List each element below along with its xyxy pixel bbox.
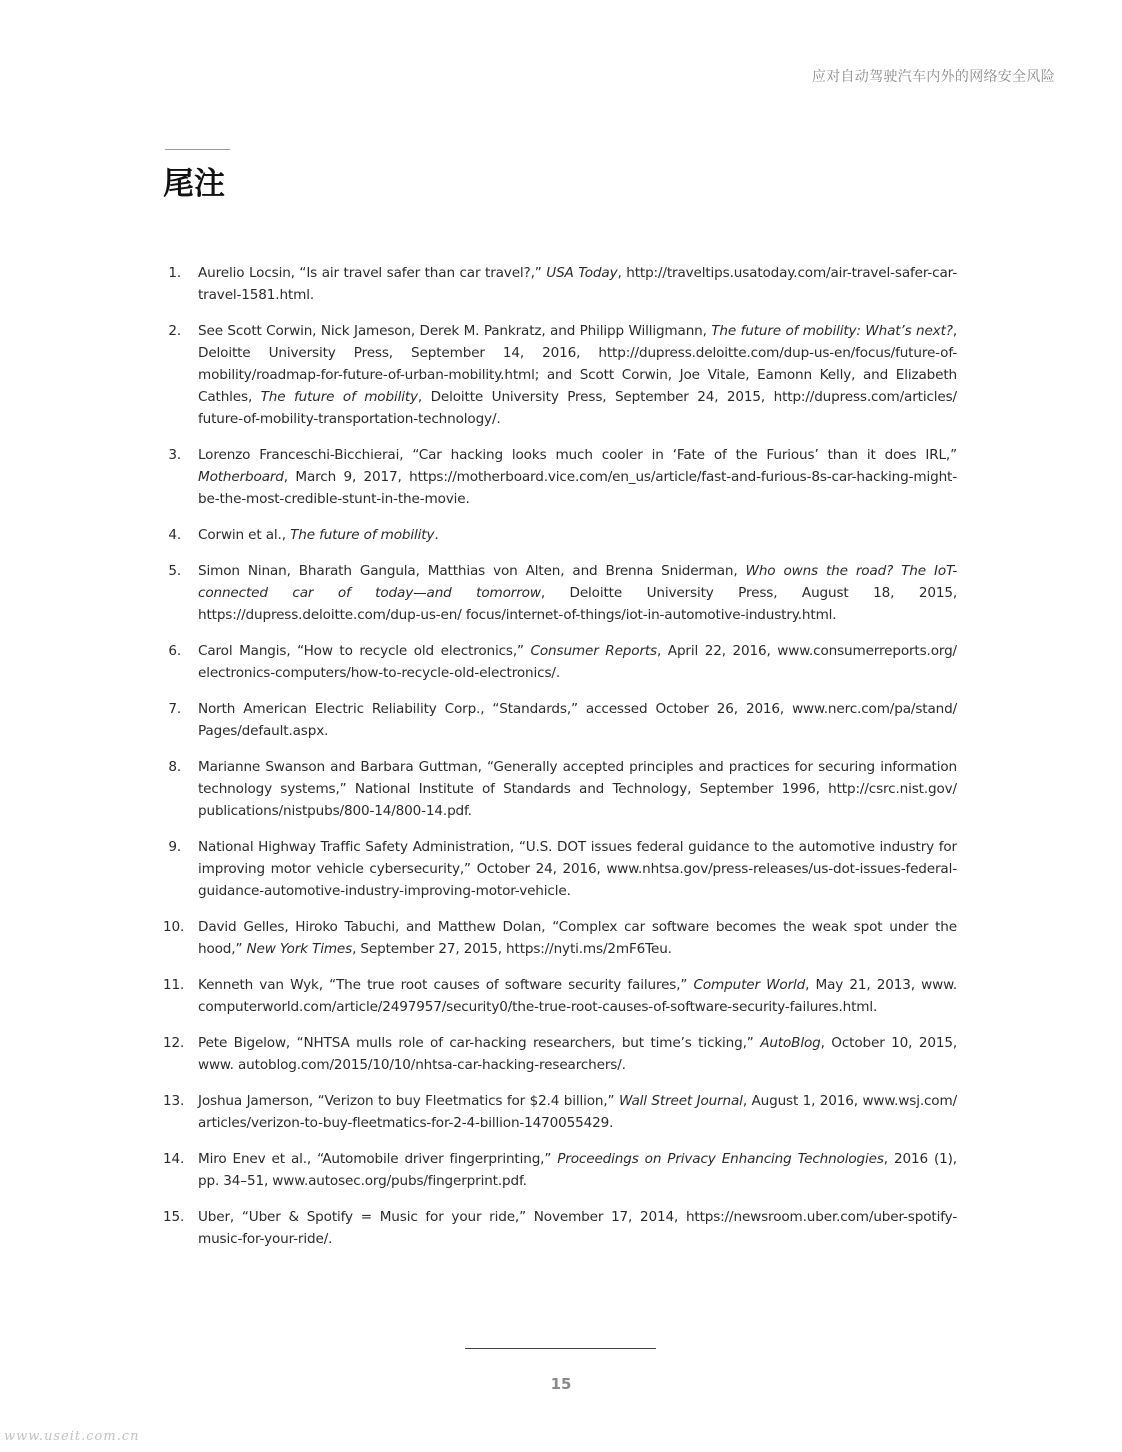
endnote-text-run: , September 27, 2015, https://nyti.ms/2mF6Teu. [352,941,672,957]
endnote-text [198,563,957,623]
endnote-text [198,1151,957,1189]
endnote-text-run: See Scott Corwin, Nick Jameson, Derek M. Pankratz, and Philipp Willigmann, [198,323,712,339]
endnote-number: 3. [168,447,181,463]
endnote-italic-title: Proceedings on Privacy Enhancing Technologies [557,1151,884,1167]
endnote-text-run: , August 1, 2016, www.wsj.com/ articles/verizon-to-buy-fleetmatics-for-2-4-billion-1470055429. [198,1093,958,1131]
endnote-text-run: Kenneth van Wyk, “The true root causes of software security failures,” [198,977,694,993]
endnote-italic-title: Wall Street Journal [618,1093,743,1109]
endnote-item [163,698,957,742]
endnote-text-run: , May 21, 2013, www. computerworld.com/article/2497957/security0/the-true-root-causes-of-software-security-failures.html. [198,977,957,1015]
endnote-text [198,323,957,427]
endnote-text [198,1209,957,1247]
endnote-italic-title: Motherboard [198,469,284,485]
endnote-text [198,839,957,899]
endnote-number: 5. [168,563,181,579]
endnote-text-run: National Highway Traffic Safety Administration, “U.S. DOT issues federal guidance to the automotive industry for improving motor vehicle cybersecurity,” October 24, 2016, www.nhtsa.gov/press-releases/us-dot-issues-federal-guidance-automotive-industry-improving-motor-vehicle. [198,839,957,899]
endnote-text-run: Simon Ninan, Bharath Gangula, Matthias von Alten, and Brenna Sniderman, [198,563,746,579]
endnote-italic-title: The future of mobility [260,389,418,405]
endnote-item [163,756,957,822]
endnote-text-run: , October 10, 2015, www. autoblog.com/2015/10/10/nhtsa-car-hacking-researchers/. [198,1035,957,1073]
endnote-text [198,643,957,681]
endnote-text-run: , April 22, 2016, www.consumerreports.org/ electronics-computers/how-to-recycle-old-electronics/. [198,643,957,681]
endnote-number: 4. [168,527,181,543]
endnote-text [198,527,439,543]
endnote-italic-title: AutoBlog [760,1035,821,1051]
endnote-number: 6. [168,643,181,659]
endnote-italic-title: Computer World [693,977,806,993]
endnote-text-run: Miro Enev et al., “Automobile driver fingerprinting,” [198,1151,558,1167]
endnote-text-run: Joshua Jamerson, “Verizon to buy Fleetmatics for $2.4 billion,” [198,1093,619,1109]
endnote-number: 12. [163,1035,185,1051]
endnote-text [198,977,957,1015]
endnote-number: 7. [168,701,181,717]
endnote-item [163,1032,957,1076]
endnote-text-run: David Gelles, Hiroko Tabuchi, and Matthew Dolan, “Complex car software becomes the weak spot under the hood,” [198,919,957,957]
endnote-number: 10. [163,919,185,935]
endnote-text [198,1035,957,1073]
endnote-italic-title: USA Today [546,265,618,281]
endnote-text-run: Pete Bigelow, “NHTSA mulls role of car-hacking researchers, but time’s ticking,” [198,1035,761,1051]
endnote-item [163,444,957,510]
endnote-text [198,701,957,739]
watermark: www.useit.com.cn [4,1429,140,1444]
endnote-item [163,524,957,546]
endnotes-list [163,262,957,1264]
endnote-text-run: , Deloitte University Press, August 18, 2015, https://dupress.deloitte.com/dup-us-en/ focus/internet-of-things/iot-in-automotive-industry.html. [198,585,957,623]
endnote-italic-title: The future of mobility: What’s next? [711,323,953,339]
endnote-text-run: Carol Mangis, “How to recycle old electronics,” [198,643,531,659]
endnote-text-run: . [434,527,439,543]
endnote-text-run: , Deloitte University Press, September 24, 2015, http://dupress.com/articles/ future-of-mobility-transportation-technology/. [198,389,957,427]
endnote-italic-title: Who owns the road? The IoT-connected car of today—and tomorrow [198,563,957,601]
endnote-text [198,759,957,819]
endnote-text-run: Aurelio Locsin, “Is air travel safer than car travel?,” [198,265,547,281]
endnote-number: 13. [163,1093,185,1109]
endnote-number: 2. [168,323,181,339]
endnote-item [163,560,957,626]
endnote-text-run: Lorenzo Franceschi-Bicchierai, “Car hacking looks much cooler in ‘Fate of the Furious’ than it does IRL,” [198,447,957,463]
endnote-item [163,640,957,684]
endnote-number: 15. [163,1209,185,1225]
endnote-number: 9. [168,839,181,855]
endnote-item [163,320,957,430]
endnote-text [198,1093,957,1131]
endnote-item [163,1090,957,1134]
endnote-item [163,974,957,1018]
endnote-text-run: Corwin et al., [198,527,291,543]
endnote-number: 11. [163,977,185,993]
endnote-italic-title: Consumer Reports [530,643,657,659]
endnote-text [198,919,957,957]
endnote-italic-title: The future of mobility [290,527,435,543]
page-title: 尾注 [163,166,225,202]
endnote-text-run: , 2016 (1), pp. 34–51, www.autosec.org/pubs/fingerprint.pdf. [198,1151,957,1189]
endnote-text-run: Uber, “Uber & Spotify = Music for your ride,” November 17, 2014, https://newsroom.uber.com/uber-spotify-music-for-your-ride/. [198,1209,957,1247]
endnote-text-run: North American Electric Reliability Corp., “Standards,” accessed October 26, 2016, www.nerc.com/pa/stand/ Pages/default.aspx. [198,701,957,739]
endnote-number: 14. [163,1151,185,1167]
title-rule [165,149,230,150]
endnote-text [198,447,957,507]
endnote-item [163,1148,957,1192]
endnote-item [163,916,957,960]
endnote-item [163,1206,957,1250]
endnote-text-run: Marianne Swanson and Barbara Guttman, “Generally accepted principles and practices for securing information technology systems,” National Institute of Standards and Technology, September 1996, http://csrc.nist.gov/ publications/nistpubs/800-14/800-14.pdf. [198,759,957,819]
endnote-item [163,836,957,902]
endnote-text-run: , March 9, 2017, https://motherboard.vice.com/en_us/article/fast-and-furious-8s-car-hacking-might-be-the-most-credible-stunt-in-the-movie. [198,469,957,507]
endnote-number: 1. [168,265,181,281]
endnote-italic-title: New York Times [246,941,353,957]
page-number: 15 [550,1375,572,1393]
endnote-text-run: , Deloitte University Press, September 14, 2016, http://dupress.deloitte.com/dup-us-en/focus/future-of-mobility/roadmap-for-future-of-urban-mobility.html; and Scott Corwin, Joe Vitale, Eamonn Kelly, and Elizabeth Cathles, [198,323,957,405]
endnote-text-run: , http://traveltips.usatoday.com/air-travel-safer-car-travel-1581.html. [198,265,958,303]
endnote-text [198,265,957,303]
endnote-item [163,262,957,306]
endnote-number: 8. [168,759,181,775]
footer-rule [465,1348,656,1349]
running-header: 应对自动驾驶汽车内外的网络安全风险 [811,69,1055,85]
